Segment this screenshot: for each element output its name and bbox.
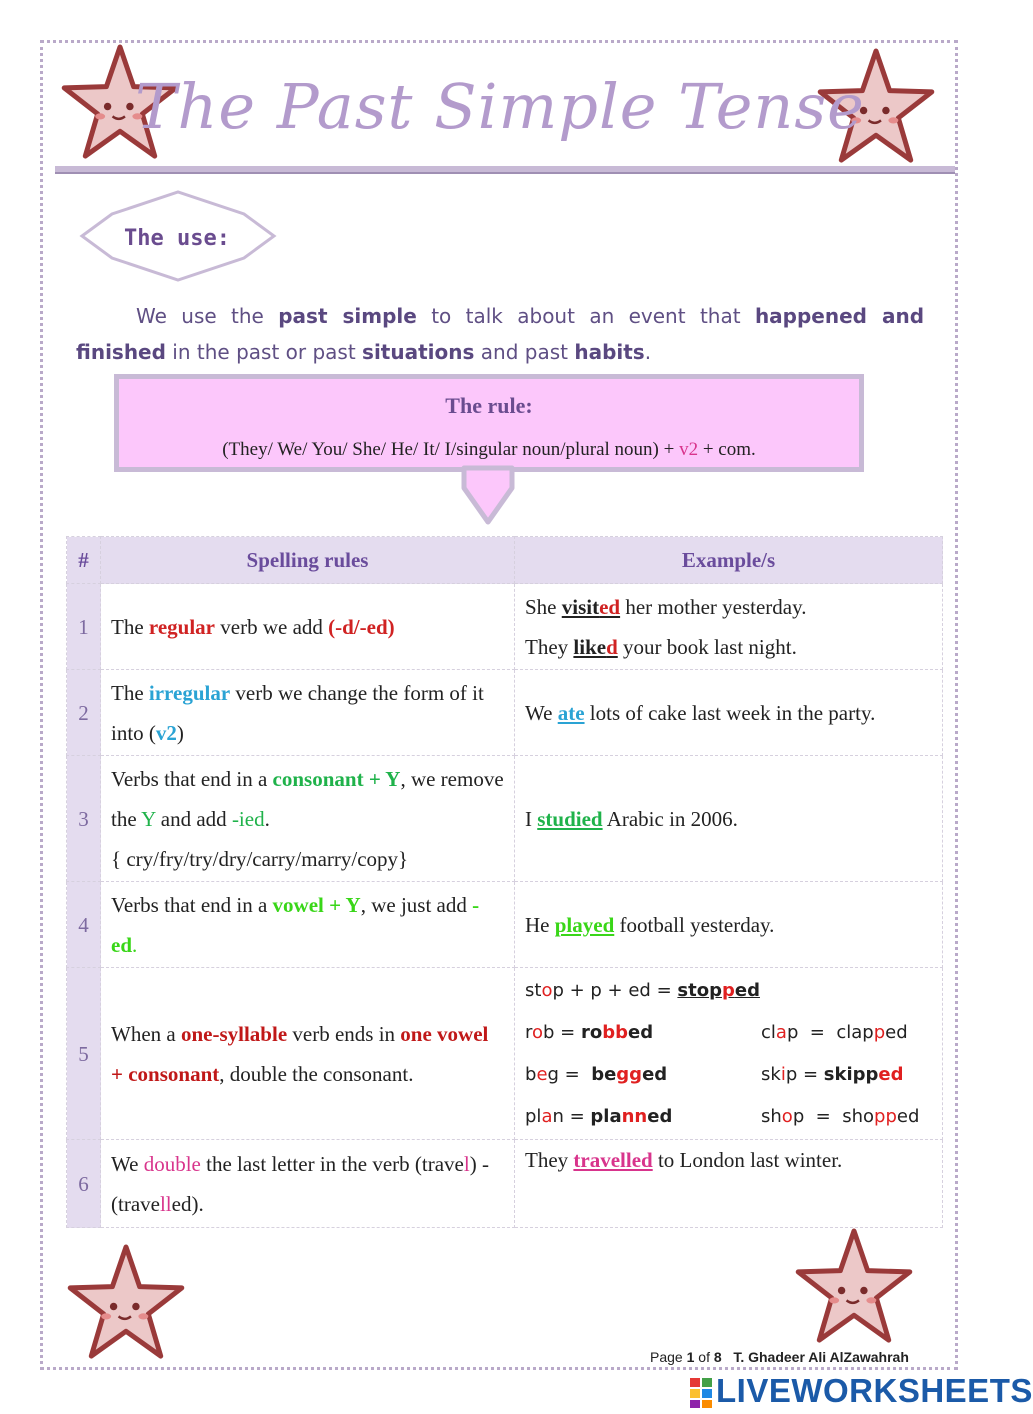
table-row xyxy=(67,670,943,756)
table-row xyxy=(67,584,943,670)
table-row xyxy=(67,882,943,968)
row-number: 2 xyxy=(67,670,101,756)
table-row xyxy=(67,968,943,1140)
rule-title: The rule: xyxy=(445,393,533,418)
cute-star-icon xyxy=(64,1242,188,1366)
example-cell xyxy=(515,968,943,1140)
example-cell: They travelled to London last winter. xyxy=(515,1140,943,1228)
cute-star-icon xyxy=(792,1226,916,1350)
use-paragraph: We use the past simple to talk about an event that happened and finished in the past or past situations and past habits. xyxy=(76,304,925,364)
row-number: 4 xyxy=(67,882,101,968)
header-examples: Example/s xyxy=(515,537,943,584)
rule-cell: Verbs that end in a vowel + Y, we just add -ed. xyxy=(101,882,515,968)
page-footer: Page 1 of 8 T. Ghadeer Ali AlZawahrah xyxy=(650,1349,909,1365)
spelling-rules-table xyxy=(66,536,943,1228)
header-num: # xyxy=(67,537,101,584)
row-number: 3 xyxy=(67,756,101,882)
rule-formula: (They/ We/ You/ She/ He/ It/ I/singular noun/plural noun) + v2 + com. xyxy=(222,439,756,460)
rule-cell: The regular verb we add (-d/-ed) xyxy=(101,584,515,670)
rule-callout xyxy=(114,374,864,472)
example-cell: I studied Arabic in 2006. xyxy=(515,756,943,882)
rule-cell: Verbs that end in a consonant + Y, we remove the Y and add -ied. { cry/fry/try/dry/carry/marry/copy} xyxy=(101,756,515,882)
table-row xyxy=(67,756,943,882)
brand-name[interactable]: LIVEWORKSHEETS xyxy=(716,1372,1033,1409)
row-number: 5 xyxy=(67,968,101,1140)
title-underline xyxy=(55,166,955,174)
example-cell: He played football yesterday. xyxy=(515,882,943,968)
table-header-row xyxy=(67,537,943,584)
callout-arrow xyxy=(458,468,518,526)
header-rules: Spelling rules xyxy=(101,537,515,584)
rule-cell: When a one-syllable verb ends in one vowel + consonant, double the consonant. xyxy=(101,968,515,1140)
rule-cell: The irregular verb we change the form of it into (v2) xyxy=(101,670,515,756)
page-title: The Past Simple Tense xyxy=(135,70,865,143)
example-cell: We ate lots of cake last week in the party. xyxy=(515,670,943,756)
doubling-examples: stop + p + ed = stopped rob = robbed clap = clapped beg = begged skip = skipped plan = planned shop = shopped xyxy=(525,979,920,1127)
row-number: 1 xyxy=(67,584,101,670)
use-heading: The use: xyxy=(124,226,230,251)
table-row xyxy=(67,1140,943,1228)
rule-cell: We double the last letter in the verb (travel) - (travelled). xyxy=(101,1140,515,1228)
example-cell: She visited her mother yesterday. They liked your book last night. xyxy=(515,584,943,670)
liveworksheets-logo-icon xyxy=(690,1378,712,1408)
row-number: 6 xyxy=(67,1140,101,1228)
